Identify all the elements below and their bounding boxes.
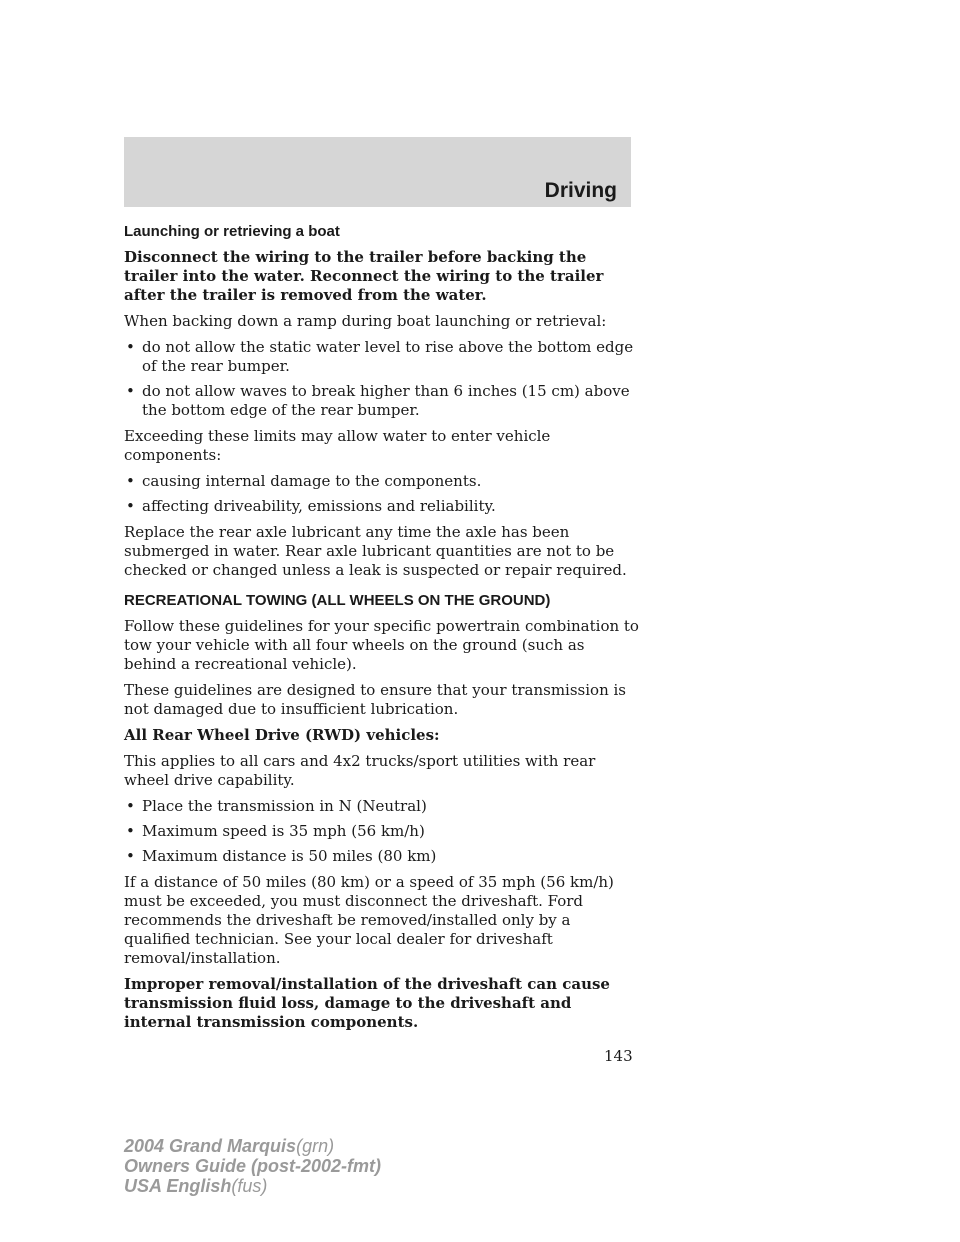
boat-warning: Disconnect the wiring to the trailer before backing the trailer into the water. Reconnect the wiring to the trailer after the trailer is removed from the water.	[124, 248, 604, 304]
bullet-icon: •	[126, 472, 135, 490]
list-item: • affecting driveability, emissions and reliability.	[126, 497, 496, 515]
list-item: • Maximum distance is 50 miles (80 km)	[126, 847, 437, 865]
list-item: • do not allow waves to break higher than 6 inches (15 cm) above the bottom edge of the rear bumper.	[126, 382, 630, 419]
rwd-paragraph: This applies to all cars and 4x2 trucks/sport utilities with rear wheel drive capability.	[124, 752, 596, 789]
list-item: • causing internal damage to the components.	[126, 472, 482, 490]
footer-line-3: USA English(fus)	[124, 1176, 268, 1196]
bullet-icon: •	[126, 797, 135, 815]
lubricant-paragraph: Replace the rear axle lubricant any time the axle has been submerged in water. Rear axle lubricant quantities are not to be checked or changed unless a leak is suspected or repair required.	[124, 523, 627, 579]
towing-paragraph-2: These guidelines are designed to ensure that your transmission is not damaged due to insufficient lubrication.	[124, 681, 627, 718]
bullet-icon: •	[126, 822, 135, 840]
list-item: • Place the transmission in N (Neutral)	[126, 797, 427, 815]
footer-line-2: Owners Guide (post-2002-fmt)	[124, 1156, 382, 1176]
section-title: Driving	[544, 179, 617, 202]
list-item: • do not allow the static water level to rise above the bottom edge of the rear bumper.	[126, 338, 634, 375]
ramp-intro: When backing down a ramp during boat launching or retrieval:	[124, 312, 607, 330]
driveshaft-paragraph: If a distance of 50 miles (80 km) or a speed of 35 mph (56 km/h) must be exceeded, you must disconnect the driveshaft. Ford recommends the driveshaft be removed/installed only by a qualified technician. See your local dealer for driveshaft removal/installation.	[124, 873, 614, 967]
bullet-icon: •	[126, 382, 135, 400]
towing-paragraph-1: Follow these guidelines for your specific powertrain combination to tow your vehicle with all four wheels on the ground (such as behind a recreational vehicle).	[124, 617, 639, 673]
exceed-intro: Exceeding these limits may allow water to enter vehicle components:	[124, 427, 551, 464]
footer-line-1: 2004 Grand Marquis(grn)	[124, 1136, 335, 1156]
document-footer	[124, 1136, 381, 1196]
page-number: 143	[604, 1047, 633, 1065]
section-header-band	[124, 137, 631, 207]
page-content	[124, 222, 639, 1039]
exceed-bullet-list	[124, 472, 639, 516]
towing-heading: RECREATIONAL TOWING (ALL WHEELS ON THE GROUND)	[124, 592, 551, 609]
boat-heading: Launching or retrieving a boat	[124, 223, 340, 240]
bullet-icon: •	[126, 847, 135, 865]
list-item: • Maximum speed is 35 mph (56 km/h)	[126, 822, 425, 840]
bullet-icon: •	[126, 497, 135, 515]
rwd-heading: All Rear Wheel Drive (RWD) vehicles:	[124, 726, 440, 744]
driveshaft-warning: Improper removal/installation of the driveshaft can cause transmission fluid loss, damage to the driveshaft and internal transmission components.	[124, 975, 610, 1031]
rwd-bullet-list	[124, 797, 639, 866]
bullet-icon: •	[126, 338, 135, 356]
ramp-bullet-list	[124, 338, 639, 420]
